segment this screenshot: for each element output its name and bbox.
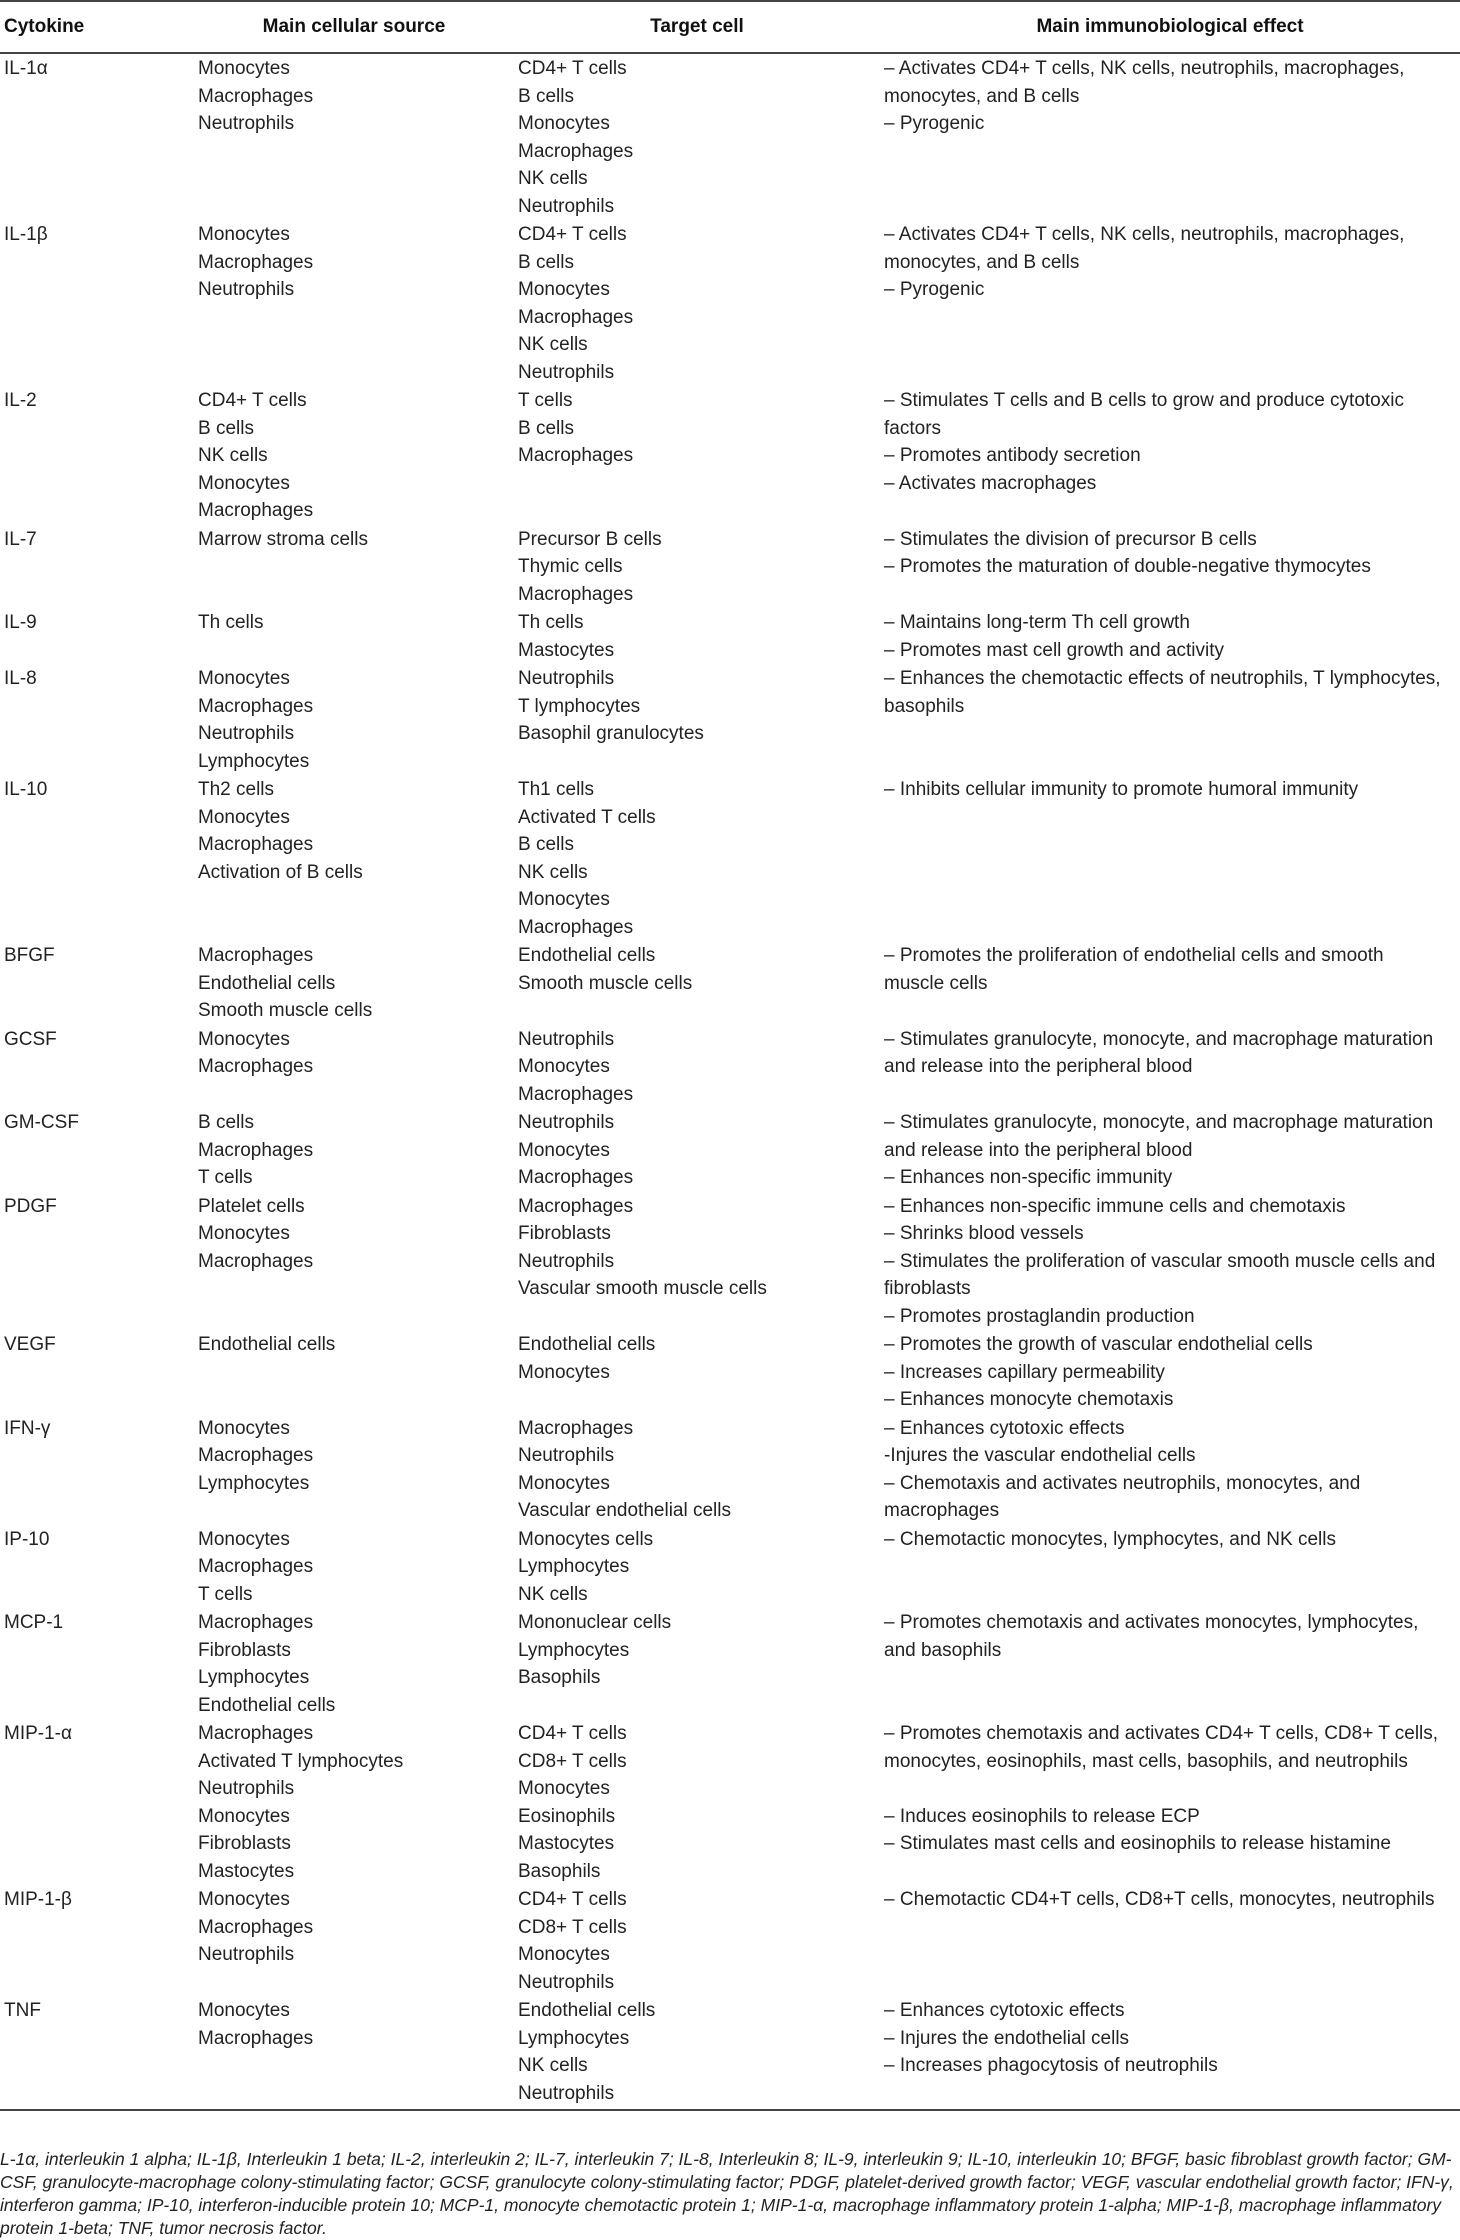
target-line: Macrophages xyxy=(518,140,634,162)
table-header xyxy=(0,1,1460,53)
source-line: Endothelial cells xyxy=(198,972,336,994)
cytokine-cell xyxy=(0,1885,194,1996)
source-line: NK cells xyxy=(198,445,268,466)
target-line: Th cells xyxy=(518,612,584,633)
source-cell xyxy=(194,775,514,941)
effect-cell xyxy=(880,1608,1460,1719)
cytokine-name: GCSF xyxy=(4,1028,57,1050)
source-line: Neutrophils xyxy=(198,279,295,300)
source-line: Macrophages xyxy=(198,1612,314,1633)
cytokine-name: IL-9 xyxy=(4,612,37,633)
effect-line: – Promotes chemotaxis and activates CD4+ T cells, CD8+ T cells, xyxy=(884,1723,1439,1744)
table-row xyxy=(0,1608,1460,1719)
source-line: Monocytes xyxy=(198,1889,290,1910)
source-line: Macrophages xyxy=(198,1139,314,1161)
source-cell xyxy=(194,941,514,1025)
header-main-effect: Main immunobiological effect xyxy=(880,1,1460,53)
cytokine-cell xyxy=(0,1025,194,1109)
target-cell xyxy=(514,1414,880,1525)
source-cell xyxy=(194,1525,514,1609)
source-line: Macrophages xyxy=(198,1250,314,1272)
source-cell xyxy=(194,53,514,220)
target-line: Endothelial cells xyxy=(518,945,656,966)
target-line: CD4+ T cells xyxy=(518,1723,627,1744)
target-line: Monocytes cells xyxy=(518,1528,654,1550)
target-line: Smooth muscle cells xyxy=(518,972,693,994)
effect-cell xyxy=(880,525,1460,609)
source-line: T cells xyxy=(198,1583,253,1605)
target-line: Macrophages xyxy=(518,916,634,938)
target-line: Mastocytes xyxy=(518,639,615,661)
source-cell xyxy=(194,664,514,775)
cytokine-name: MIP-1-α xyxy=(4,1723,72,1744)
target-line: B cells xyxy=(518,834,574,855)
source-line: Monocytes xyxy=(198,668,290,689)
source-cell xyxy=(194,1192,514,1331)
source-line: Macrophages xyxy=(198,500,314,521)
effect-line: monocytes, and B cells xyxy=(884,85,1080,107)
source-line: Neutrophils xyxy=(198,723,295,744)
source-line: Th2 cells xyxy=(198,779,275,800)
effect-line: – Promotes chemotaxis and activates monocytes, lymphocytes, xyxy=(884,1612,1419,1633)
target-line: Activated T cells xyxy=(518,806,656,828)
effect-line: – Stimulates the division of precursor B cells xyxy=(884,528,1257,550)
effect-cell xyxy=(880,775,1460,941)
effect-line: – Pyrogenic xyxy=(884,113,985,134)
source-line: Neutrophils xyxy=(198,113,295,134)
source-line: Th cells xyxy=(198,612,264,633)
cytokine-cell xyxy=(0,1608,194,1719)
target-line: Monocytes xyxy=(518,1056,610,1077)
cytokine-name: IFN-γ xyxy=(4,1417,51,1439)
effect-line: – Increases capillary permeability xyxy=(884,1361,1165,1383)
effect-line: – Activates CD4+ T cells, NK cells, neutrophils, macrophages, xyxy=(884,58,1405,79)
cytokine-cell xyxy=(0,941,194,1025)
target-line: CD4+ T cells xyxy=(518,58,627,79)
target-cell xyxy=(514,1330,880,1414)
target-line: Th1 cells xyxy=(518,779,595,800)
target-line: NK cells xyxy=(518,334,588,355)
effect-cell xyxy=(880,1108,1460,1192)
effect-line: – Increases phagocytosis of neutrophils xyxy=(884,2055,1218,2076)
table-row xyxy=(0,1025,1460,1109)
table-body xyxy=(0,53,1460,2107)
target-line: Precursor B cells xyxy=(518,528,662,550)
target-line: Lymphocytes xyxy=(518,2027,630,2049)
target-line: Basophil granulocytes xyxy=(518,723,704,744)
source-line: Monocytes xyxy=(198,1417,290,1439)
effect-line: – Enhances non-specific immune cells and chemotaxis xyxy=(884,1195,1346,1217)
effect-cell xyxy=(880,1330,1460,1414)
cytokine-cell xyxy=(0,53,194,220)
target-cell xyxy=(514,1108,880,1192)
effect-cell xyxy=(880,1025,1460,1109)
effect-line: – Injures the endothelial cells xyxy=(884,2027,1130,2049)
effect-line: – Stimulates the proliferation of vascular smooth muscle cells and xyxy=(884,1250,1436,1272)
target-line: Macrophages xyxy=(518,1167,634,1188)
target-line: Basophils xyxy=(518,1667,601,1688)
cytokine-cell xyxy=(0,1996,194,2107)
source-line: Macrophages xyxy=(198,1916,314,1938)
source-line: Macrophages xyxy=(198,251,314,273)
target-cell xyxy=(514,386,880,525)
effect-cell xyxy=(880,1996,1460,2107)
target-line: Neutrophils xyxy=(518,1112,615,1133)
effect-line: – Stimulates mast cells and eosinophils to release histamine xyxy=(884,1833,1391,1854)
target-line: Monocytes xyxy=(518,1778,610,1799)
target-line: CD4+ T cells xyxy=(518,1889,627,1910)
table-row xyxy=(0,1414,1460,1525)
cytokine-name: GM-CSF xyxy=(4,1112,79,1133)
source-cell xyxy=(194,1330,514,1414)
effect-line: factors xyxy=(884,417,942,439)
source-line: Activation of B cells xyxy=(198,861,363,883)
effect-cell xyxy=(880,1525,1460,1609)
effect-line: – Maintains long-term Th cell growth xyxy=(884,612,1190,633)
effect-line: – Activates CD4+ T cells, NK cells, neutrophils, macrophages, xyxy=(884,224,1405,245)
cytokine-name: TNF xyxy=(4,2000,41,2021)
target-line: Vascular endothelial cells xyxy=(518,1500,731,1521)
target-line: CD8+ T cells xyxy=(518,1916,627,1938)
source-line: Fibroblasts xyxy=(198,1833,291,1854)
target-line: T cells xyxy=(518,390,573,411)
cytokine-cell xyxy=(0,1414,194,1525)
target-line: Neutrophils xyxy=(518,195,615,217)
source-line: Lymphocytes xyxy=(198,1667,310,1688)
effect-line: – Inhibits cellular immunity to promote humoral immunity xyxy=(884,779,1359,800)
table-row xyxy=(0,53,1460,220)
source-line: Macrophages xyxy=(198,1556,314,1577)
source-cell xyxy=(194,386,514,525)
effect-line: – Promotes mast cell growth and activity xyxy=(884,639,1225,661)
effect-line: – Stimulates T cells and B cells to grow and produce cytotoxic xyxy=(884,390,1404,411)
target-line: B cells xyxy=(518,85,574,107)
cytokine-name: MCP-1 xyxy=(4,1612,64,1633)
effect-line: – Chemotaxis and activates neutrophils, monocytes, and xyxy=(884,1472,1361,1494)
effect-line: – Stimulates granulocyte, monocyte, and macrophage maturation xyxy=(884,1112,1434,1133)
effect-cell xyxy=(880,664,1460,775)
target-line: Neutrophils xyxy=(518,668,615,689)
source-cell xyxy=(194,1414,514,1525)
cytokine-name: IL-7 xyxy=(4,528,37,550)
source-line: Monocytes xyxy=(198,1028,290,1050)
cytokine-cell xyxy=(0,775,194,941)
source-line: Monocytes xyxy=(198,1805,290,1827)
effect-cell xyxy=(880,608,1460,664)
effect-line: -Injures the vascular endothelial cells xyxy=(884,1445,1196,1466)
source-line: Macrophages xyxy=(198,834,314,855)
table-footnote: L-1α, interleukin 1 alpha; IL-1β, Interleukin 1 beta; IL-2, interleukin 2; IL-7, interleukin 7; IL-8, Interleukin 8; IL-9, interleukin 9; IL-10, interleukin 10; BFGF, basic fibroblast growth factor; GM-CSF, granulocyte-macrophage colony-stimulating factor; GCSF, granulocyte colony-stimulating factor; PDGF, platelet-derived growth factor; VEGF, vascular endothelial growth factor; IFN-γ, interferon gamma; IP-10, interferon-inducible protein 10; MCP-1, monocyte chemotactic protein 1; MIP-1-α, macrophage inflammatory protein 1-alpha; MIP-1-β, macrophage inflammatory protein 1-beta; TNF, tumor necrosis factor. xyxy=(0,2149,1454,2238)
target-line: Macrophages xyxy=(518,1195,634,1217)
cytokine-cell xyxy=(0,1330,194,1414)
table-row xyxy=(0,220,1460,386)
table-row xyxy=(0,608,1460,664)
table-row xyxy=(0,1885,1460,1996)
source-line: Activated T lymphocytes xyxy=(198,1750,404,1772)
source-line: Smooth muscle cells xyxy=(198,1000,373,1021)
cytokine-name: IL-1β xyxy=(4,224,48,245)
cytokine-name: IL-2 xyxy=(4,390,37,411)
cytokine-cell xyxy=(0,1525,194,1609)
cytokine-name: IL-1α xyxy=(4,58,48,79)
target-cell xyxy=(514,941,880,1025)
source-cell xyxy=(194,608,514,664)
target-line: B cells xyxy=(518,417,574,439)
source-line: Monocytes xyxy=(198,2000,290,2021)
target-line: T lymphocytes xyxy=(518,695,641,717)
target-cell xyxy=(514,53,880,220)
effect-cell xyxy=(880,1414,1460,1525)
effect-line: – Enhances the chemotactic effects of neutrophils, T lymphocytes, xyxy=(884,668,1441,689)
source-cell xyxy=(194,220,514,386)
effect-line: – Induces eosinophils to release ECP xyxy=(884,1805,1200,1827)
effect-line: – Shrinks blood vessels xyxy=(884,1223,1084,1244)
target-cell xyxy=(514,775,880,941)
source-cell xyxy=(194,1719,514,1885)
target-line: Monocytes xyxy=(518,1139,610,1161)
target-line: Neutrophils xyxy=(518,1250,615,1272)
effect-cell xyxy=(880,53,1460,220)
target-line: Monocytes xyxy=(518,1361,610,1383)
target-line: B cells xyxy=(518,251,574,273)
cytokine-name: IL-8 xyxy=(4,668,37,689)
table-row xyxy=(0,1996,1460,2107)
target-line: Neutrophils xyxy=(518,1028,615,1050)
effect-line: – Enhances cytotoxic effects xyxy=(884,2000,1125,2021)
target-line: CD8+ T cells xyxy=(518,1750,627,1772)
cytokine-cell xyxy=(0,220,194,386)
effect-line: – Activates macrophages xyxy=(884,472,1097,494)
source-line: Monocytes xyxy=(198,806,290,828)
target-cell xyxy=(514,525,880,609)
cytokine-cell xyxy=(0,664,194,775)
effect-line: – Enhances cytotoxic effects xyxy=(884,1417,1125,1439)
effect-line: basophils xyxy=(884,695,965,717)
source-line: Monocytes xyxy=(198,1223,290,1244)
source-line: B cells xyxy=(198,417,254,439)
target-line: Monocytes xyxy=(518,279,610,300)
source-line: Marrow stroma cells xyxy=(198,528,368,550)
target-cell xyxy=(514,664,880,775)
effect-line: and release into the peripheral blood xyxy=(884,1056,1193,1077)
effect-line: – Promotes prostaglandin production xyxy=(884,1305,1195,1327)
effect-line: – Promotes the proliferation of endothelial cells and smooth xyxy=(884,945,1384,966)
source-line: Monocytes xyxy=(198,1528,290,1550)
source-line: Endothelial cells xyxy=(198,1694,336,1716)
effect-line: – Chemotactic monocytes, lymphocytes, and NK cells xyxy=(884,1528,1336,1550)
target-line: Mastocytes xyxy=(518,1833,615,1854)
target-cell xyxy=(514,1608,880,1719)
source-line: Macrophages xyxy=(198,695,314,717)
header-target-cell: Target cell xyxy=(514,1,880,53)
target-line: Endothelial cells xyxy=(518,2000,656,2021)
target-line: Neutrophils xyxy=(518,1971,615,1993)
effect-cell xyxy=(880,220,1460,386)
effect-line: macrophages xyxy=(884,1500,1000,1521)
effect-cell xyxy=(880,1719,1460,1885)
source-cell xyxy=(194,1885,514,1996)
target-line: Vascular smooth muscle cells xyxy=(518,1278,767,1299)
effect-line: monocytes, and B cells xyxy=(884,251,1080,273)
table-row xyxy=(0,1330,1460,1414)
source-line: Macrophages xyxy=(198,85,314,107)
effect-cell xyxy=(880,1192,1460,1331)
cytokine-cell xyxy=(0,386,194,525)
source-line: Monocytes xyxy=(198,224,290,245)
target-line: Lymphocytes xyxy=(518,1556,630,1577)
target-line: Monocytes xyxy=(518,889,610,910)
target-line: Thymic cells xyxy=(518,556,623,577)
source-line: Endothelial cells xyxy=(198,1334,336,1355)
target-cell xyxy=(514,1525,880,1609)
cytokine-cell xyxy=(0,1108,194,1192)
table-row xyxy=(0,386,1460,525)
target-line: CD4+ T cells xyxy=(518,224,627,245)
target-cell xyxy=(514,608,880,664)
effect-line: – Pyrogenic xyxy=(884,279,985,300)
target-line: Macrophages xyxy=(518,1417,634,1439)
source-cell xyxy=(194,1608,514,1719)
cytokine-cell xyxy=(0,1192,194,1331)
cytokine-name: IL-10 xyxy=(4,779,48,800)
target-line: Basophils xyxy=(518,1860,601,1882)
source-line: Macrophages xyxy=(198,2027,314,2049)
target-cell xyxy=(514,220,880,386)
cytokine-name: MIP-1-β xyxy=(4,1889,72,1910)
effect-line: and release into the peripheral blood xyxy=(884,1139,1193,1161)
table-row xyxy=(0,1192,1460,1331)
effect-line: – Stimulates granulocyte, monocyte, and macrophage maturation xyxy=(884,1028,1434,1050)
target-line: Monocytes xyxy=(518,113,610,134)
header-cytokine: Cytokine xyxy=(0,1,194,53)
target-line: Eosinophils xyxy=(518,1805,616,1827)
target-line: Neutrophils xyxy=(518,2082,615,2104)
effect-cell xyxy=(880,941,1460,1025)
table-row xyxy=(0,1719,1460,1885)
target-cell xyxy=(514,1996,880,2107)
table-row xyxy=(0,525,1460,609)
target-line: NK cells xyxy=(518,861,588,883)
effect-line: – Enhances monocyte chemotaxis xyxy=(884,1389,1174,1410)
source-line: Neutrophils xyxy=(198,1778,295,1799)
target-line: NK cells xyxy=(518,1583,588,1605)
source-line: Monocytes xyxy=(198,58,290,79)
effect-line: monocytes, eosinophils, mast cells, basophils, and neutrophils xyxy=(884,1750,1408,1772)
source-line: Lymphocytes xyxy=(198,1472,310,1494)
header-main-cellular-source: Main cellular source xyxy=(194,1,514,53)
source-line: Neutrophils xyxy=(198,1944,295,1965)
cytokine-name: BFGF xyxy=(4,945,55,966)
table-row xyxy=(0,664,1460,775)
effect-line: muscle cells xyxy=(884,972,988,994)
target-line: Neutrophils xyxy=(518,361,615,383)
target-line: Endothelial cells xyxy=(518,1334,656,1355)
target-line: NK cells xyxy=(518,168,588,189)
effect-line xyxy=(884,1775,1456,1803)
source-line: Macrophages xyxy=(198,1445,314,1466)
source-line: Macrophages xyxy=(198,1056,314,1077)
effect-line: – Promotes the growth of vascular endothelial cells xyxy=(884,1334,1313,1355)
effect-line: – Chemotactic CD4+T cells, CD8+T cells, monocytes, neutrophils xyxy=(884,1889,1435,1910)
effect-cell xyxy=(880,386,1460,525)
target-line: Macrophages xyxy=(518,1083,634,1105)
effect-line: and basophils xyxy=(884,1639,1002,1661)
source-line: Mastocytes xyxy=(198,1860,295,1882)
target-line: Fibroblasts xyxy=(518,1223,611,1244)
target-line: Mononuclear cells xyxy=(518,1612,672,1633)
effect-line: fibroblasts xyxy=(884,1278,971,1299)
cytokine-name: IP-10 xyxy=(4,1528,50,1550)
target-line: Macrophages xyxy=(518,445,634,466)
target-cell xyxy=(514,1192,880,1331)
target-cell xyxy=(514,1025,880,1109)
source-line: Macrophages xyxy=(198,1723,314,1744)
source-line: Macrophages xyxy=(198,945,314,966)
target-line: Monocytes xyxy=(518,1944,610,1965)
source-line: Lymphocytes xyxy=(198,750,310,772)
source-line: Fibroblasts xyxy=(198,1639,291,1661)
cytokine-name: PDGF xyxy=(4,1195,57,1217)
table-row xyxy=(0,1108,1460,1192)
target-line: Monocytes xyxy=(518,1472,610,1494)
source-line: Platelet cells xyxy=(198,1195,305,1217)
source-cell xyxy=(194,1996,514,2107)
source-line: T cells xyxy=(198,1167,253,1188)
source-cell xyxy=(194,1025,514,1109)
source-line: Monocytes xyxy=(198,472,290,494)
source-line: CD4+ T cells xyxy=(198,390,307,411)
cytokine-name: VEGF xyxy=(4,1334,56,1355)
target-cell xyxy=(514,1719,880,1885)
source-line: B cells xyxy=(198,1112,254,1133)
effect-line: – Promotes antibody secretion xyxy=(884,445,1141,466)
target-line: NK cells xyxy=(518,2055,588,2076)
cytokine-cell xyxy=(0,525,194,609)
table-row xyxy=(0,1525,1460,1609)
target-line: Macrophages xyxy=(518,306,634,328)
source-cell xyxy=(194,1108,514,1192)
target-cell xyxy=(514,1885,880,1996)
target-line: Lymphocytes xyxy=(518,1639,630,1661)
cytokine-cell xyxy=(0,1719,194,1885)
target-line: Neutrophils xyxy=(518,1445,615,1466)
table-bottom-rule xyxy=(0,2109,1460,2111)
table-row xyxy=(0,775,1460,941)
source-cell xyxy=(194,525,514,609)
effect-line: – Promotes the maturation of double-negative thymocytes xyxy=(884,556,1371,577)
effect-cell xyxy=(880,1885,1460,1996)
target-line: Macrophages xyxy=(518,583,634,605)
effect-line: – Enhances non-specific immunity xyxy=(884,1167,1173,1188)
table-row xyxy=(0,941,1460,1025)
cytokine-cell xyxy=(0,608,194,664)
